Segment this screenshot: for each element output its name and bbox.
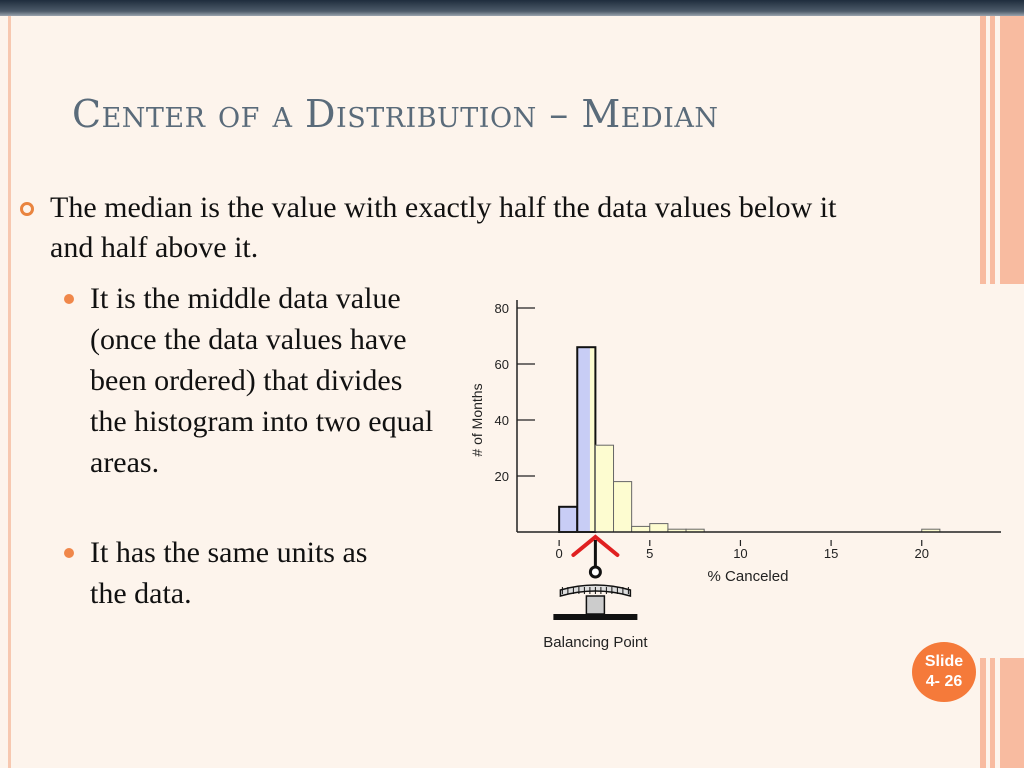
slide-title: Center of a Distribution – Median (72, 92, 719, 136)
x-axis-label: % Canceled (707, 568, 789, 585)
sub-bullet-2: It has the same units as the data. (90, 536, 368, 610)
balancing-scale-icon (553, 537, 637, 620)
bullet-dot-icon (64, 548, 74, 558)
slide-label: Slide (924, 653, 964, 670)
top-bar (0, 0, 1024, 16)
decor-stripe (990, 16, 995, 284)
decor-stripe (980, 16, 986, 284)
histogram-chart (455, 290, 1005, 660)
bullet-ring-icon (20, 202, 34, 216)
decor-stripe (1000, 16, 1024, 284)
x-tick-label: 15 (823, 546, 839, 561)
left-rule (8, 16, 11, 768)
histogram-bar-below-part (577, 347, 590, 532)
slide-number-badge (912, 642, 976, 702)
scale-base (553, 614, 637, 620)
histogram-bar (559, 507, 577, 532)
y-tick-label: 40 (494, 413, 509, 428)
decor-stripe (980, 658, 986, 768)
y-axis-label: # of Months (469, 383, 485, 457)
x-tick-label: 0 (555, 546, 563, 561)
y-tick-label: 20 (494, 469, 509, 484)
scale-pivot (590, 567, 600, 577)
x-tick-label: 10 (733, 546, 748, 561)
slide-number: 4- 26 (925, 673, 963, 690)
histogram-bar (614, 482, 632, 532)
histogram-bar (595, 445, 613, 532)
decor-stripe (990, 658, 995, 768)
main-bullet: The median is the value with exactly half the data values below it and half above it. (50, 191, 837, 264)
x-tick-label: 5 (646, 546, 654, 561)
y-tick-label: 60 (494, 357, 509, 372)
balancing-point-label: Balancing Point (543, 634, 648, 651)
sub-bullet-1: It is the middle data value (once the data values have been ordered) that divides the histogram into two equal areas. (90, 282, 434, 479)
x-tick-label: 20 (914, 546, 929, 561)
decor-stripe (1000, 658, 1024, 768)
bullet-dot-icon (64, 294, 74, 304)
histogram-bar (632, 526, 650, 532)
y-tick-label: 80 (494, 301, 509, 316)
scale-column (586, 596, 604, 614)
histogram-bar (650, 524, 668, 532)
